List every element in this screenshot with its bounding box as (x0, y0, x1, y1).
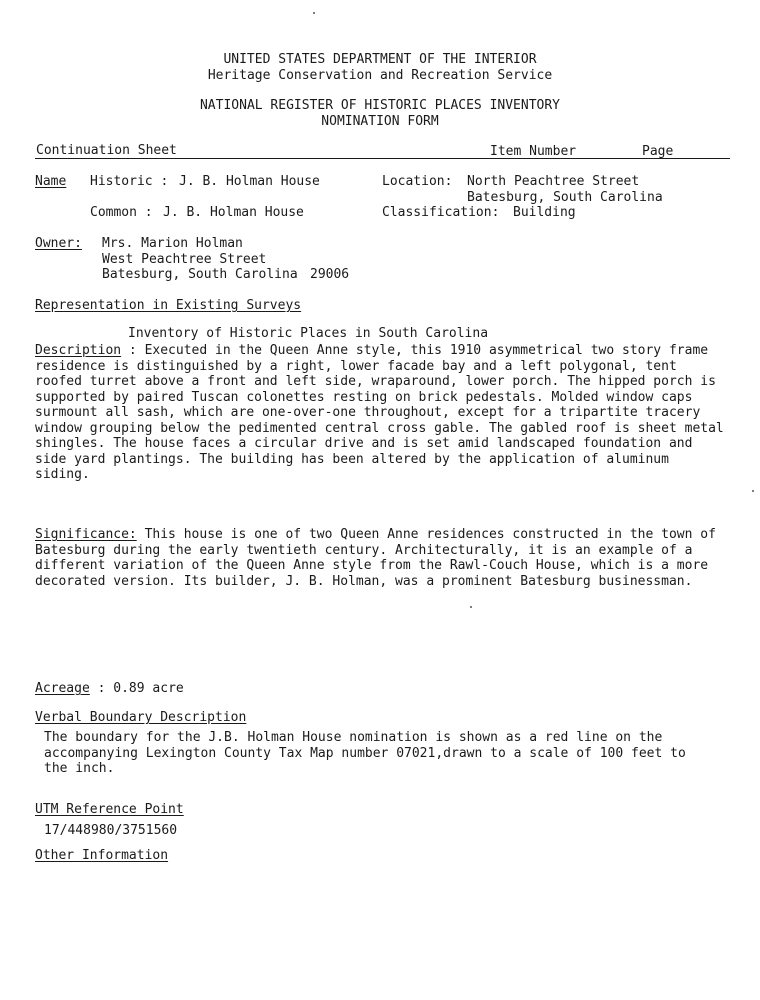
significance-label: Significance: (35, 527, 137, 542)
surveys-value: Inventory of Historic Places in South Carolina (128, 326, 489, 341)
classification-value: Building (513, 205, 576, 220)
description-text: : Executed in the Queen Anne style, this 1910 asymmetrical two story frame residence is distinguished by a right, lower facade bay and a left polygonal, tent roofed turret above a front and left side, wraparound, lower porch. The hipped porch is supported by paired Tuscan colonettes resting on brick pedestals. Molded window caps surmount all sash, which are one-over-one throughout, except for a tripartite tracery window grouping below the pedimented central cross gable. The gabled roof is sheet metal shingles. The house faces a circular drive and is set amid landscaped foundation and side yard plantings. The building has been altered by the application of aluminum siding. (35, 343, 724, 482)
historic-label: Historic : (90, 174, 169, 189)
owner-label: Owner: (35, 236, 82, 251)
boundary-label: Verbal Boundary Description (35, 710, 247, 725)
utm-label: UTM Reference Point (35, 802, 184, 817)
scan-speck (470, 606, 472, 608)
service-heading: Heritage Conservation and Recreation Service (207, 68, 553, 83)
location-line2: Batesburg, South Carolina (467, 190, 663, 205)
description-label: Description (35, 343, 122, 358)
significance-text: This house is one of two Queen Anne residences constructed in the town of Batesburg during the early twentieth century. Architecturally, it is an example of a different variation of the Queen Anne style from the Rawl-Couch House, which is a more decorated version. Its builder, J. B. Holman, was a prominent Batesburg businessman. (35, 527, 716, 589)
location-label: Location: (382, 174, 453, 189)
form-heading: NOMINATION FORM (321, 114, 439, 129)
owner-city: Batesburg, South Carolina (102, 267, 298, 282)
utm-value: 17/448980/3751560 (44, 823, 178, 838)
acreage-value: : 0.89 acre (97, 681, 184, 696)
surveys-label: Representation in Existing Surveys (35, 298, 302, 313)
classification-label: Classification: (382, 205, 500, 220)
acreage-row (35, 681, 184, 697)
scan-speck (752, 490, 754, 492)
inventory-heading: NATIONAL REGISTER OF HISTORIC PLACES INVENTORY (199, 98, 561, 113)
location-line1: North Peachtree Street (467, 174, 640, 189)
owner-name: Mrs. Marion Holman (102, 236, 243, 251)
scan-speck (313, 12, 315, 14)
owner-street: West Peachtree Street (102, 252, 267, 267)
common-label: Common : (90, 205, 153, 220)
historic-value: J. B. Holman House (179, 174, 320, 189)
significance-paragraph (35, 527, 725, 589)
page-label: Page (642, 144, 674, 159)
owner-zip: 29006 (310, 267, 350, 282)
description-paragraph (35, 343, 725, 483)
department-heading: UNITED STATES DEPARTMENT OF THE INTERIOR (223, 52, 537, 67)
common-value: J. B. Holman House (163, 205, 304, 220)
continuation-sheet-label: Continuation Sheet (36, 143, 177, 158)
boundary-text: The boundary for the J.B. Holman House nomination is shown as a red line on the accompanying Lexington County Tax Map number 07021,drawn to a scale of 100 feet to the inch. (44, 730, 686, 776)
acreage-label: Acreage (35, 681, 90, 696)
header-rule (35, 158, 730, 159)
item-number-label: Item Number (490, 144, 577, 159)
other-information-label: Other Information (35, 848, 169, 863)
name-label: Name (35, 174, 67, 189)
